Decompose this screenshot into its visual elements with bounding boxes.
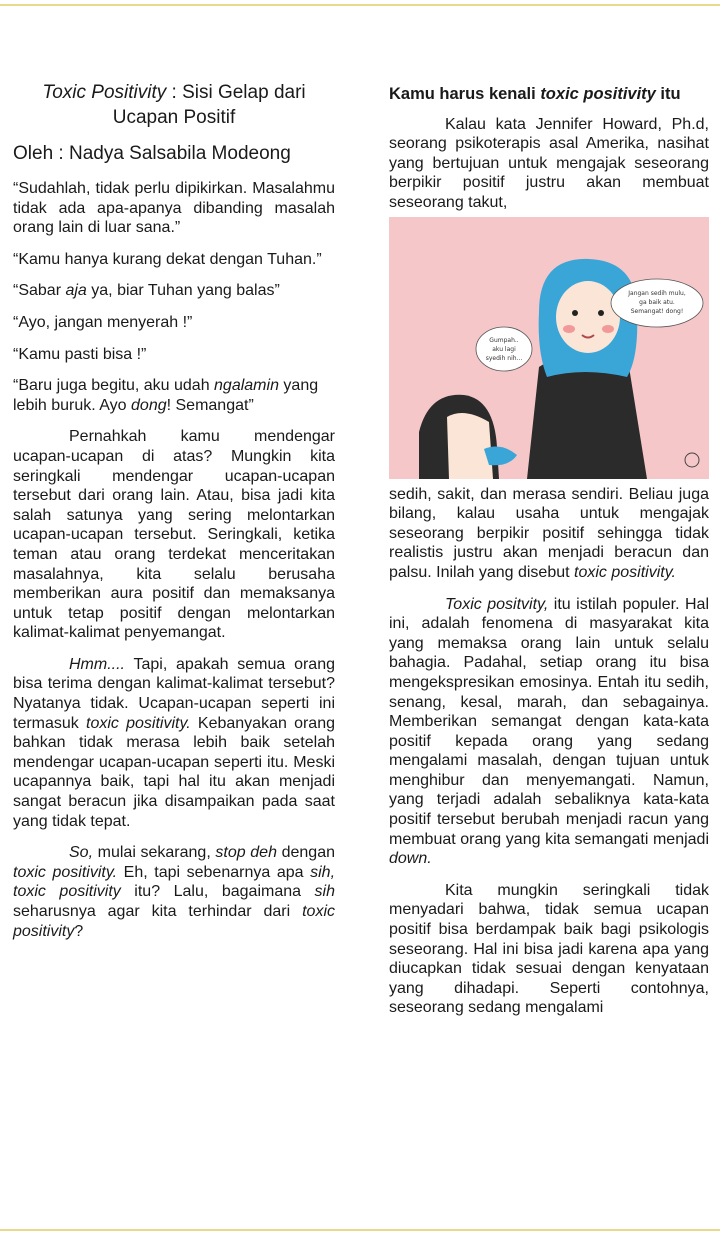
lp3-e: toxic positivity. [13, 863, 118, 881]
bubble-big-line-1: Jangan sedih mulu, [628, 289, 686, 297]
bubble-big-line-3: Semangat! dong! [630, 307, 684, 315]
lp3-d: dengan [276, 844, 336, 862]
lp3-a: So, [69, 844, 94, 862]
bottom-rule [0, 1229, 720, 1231]
byline: Oleh : Nadya Salsabila Modeong [13, 143, 291, 164]
illustration [389, 217, 709, 479]
quote-3-a: “Sabar [13, 282, 66, 300]
lp2-c: toxic positivity. [86, 714, 191, 732]
lp3-j: seharusnya agar kita terhindar dari [13, 903, 303, 920]
rp3-a: Toxic positvity, [445, 595, 549, 613]
lp2-d: Kebanyakan orang bahkan tidak merasa lebih baik setelah mendengar ucapan-ucapan seperti itu. Meski ucapannya baik, tapi hal itu akan menjadi sangat beracun jika disampaikan pada saat yang tidak tepat. [13, 714, 335, 830]
lp3-l: ? [74, 922, 84, 940]
quote-6 [13, 376, 335, 415]
lp2-a: Hmm.... [69, 655, 125, 673]
quote-6-c: yang lebih buruk. Ayo [13, 377, 319, 414]
quote-3-b: aja [65, 282, 87, 300]
rp3-b: itu istilah populer. Hal ini, adalah fenomena di masyarakat kita yang memaksa orang lain untuk selalu bahagia. Padahal, setiap orang itu bisa mengekspresikan emosinya. Entah itu sedih, senang, kesal, marah, dan sebagainya. Memberikan semangat dengan kata-kata positif kepada orang yang sedang mengalami masalah, dengan tujuan untuk menghibur dan menyemangati. Namun, yang terjadi adalah sebaliknya kata-kata positif tersebut berubah menjadi racun yang membuat orang yang kita semangati menjadi [389, 595, 710, 848]
illustration-svg [389, 217, 709, 479]
quote-6-e: ! Semangat” [166, 396, 254, 414]
article-title [13, 80, 335, 130]
quote-1: “Sudahlah, tidak perlu dipikirkan. Masalahmu tidak ada apa-apanya dibanding masalah orang lain di luar sana.” [13, 180, 335, 237]
quote-6-a: “Baru juga begitu, aku udah [13, 377, 215, 395]
right-paragraph-4: Kita mungkin seringkali tidak menyadari bahwa, tidak semua ucapan positif bisa berdampak baik bagi psikologis seseorang. Hal ini bisa jadi karena apa yang diucapkan tidak sesuai dengan kenyataan yang dihadapi. Seperti contohnya, seseorang sedang mengalami [389, 881, 709, 1017]
lp3-k: toxic positivity [13, 903, 335, 940]
bubble-small-line-2: aku lagi [492, 345, 516, 353]
left-paragraph-1: Pernahkah kamu mendengar ucapan-ucapan di atas? Mungkin kita seringkali mendengar ucapan-ucapan tersebut dari orang lain. Atau, bisa jadi kita salah satunya yang sering melontarkan ucapan-ucapan tersebut. Seringkali, ketika teman atau orang terdekat menceritakan masalahnya, kita selalu berusaha memberikan aura positif dan memaksanya untuk tetap positif dengan melontarkan kalimat-kalimat penyemangat. [13, 428, 335, 642]
quote-5: “Kamu pasti bisa !” [13, 345, 147, 363]
rp3-c: down. [389, 850, 432, 868]
lp3-g: sih, toxic positivity [13, 863, 336, 901]
top-rule [0, 4, 720, 6]
standing-woman-cheek-right [602, 325, 614, 333]
section-heading [389, 85, 709, 105]
heading-b: toxic positivity [540, 85, 656, 103]
quote-3-c: ya, biar Tuhan yang balas” [86, 282, 280, 300]
right-paragraph-3 [389, 595, 709, 869]
bubble-small-line-1: Gumpah.. [489, 336, 519, 344]
left-column [13, 80, 335, 953]
lp3-h: itu? Lalu, bagaimana [120, 883, 315, 901]
standing-woman-eye-right [598, 310, 604, 316]
rp2-a: sedih, sakit, dan merasa sendiri. Beliau juga bilang, kalau usaha untuk mengajak seseorang berpikir positif sehingga tidak realistis justru akan menjadi beracun dan palsu. Inilah yang disebut [389, 485, 709, 581]
standing-woman-cheek-left [563, 325, 575, 333]
lp3-c: stop deh [215, 844, 277, 862]
quote-2: “Kamu hanya kurang dekat dengan Tuhan.” [13, 250, 322, 268]
title-rest: : Sisi Gelap dari Ucapan Positif [112, 82, 306, 128]
sitting-woman-face [447, 413, 493, 479]
quote-6-d: dong [131, 396, 167, 414]
bubble-small-line-3: syedih nih... [485, 354, 523, 362]
right-column [389, 80, 709, 1030]
quote-3 [13, 281, 335, 301]
left-paragraph-2 [13, 655, 335, 831]
standing-woman-eye-left [572, 310, 578, 316]
quote-4: “Ayo, jangan menyerah !” [13, 313, 193, 331]
bubble-big-line-2: ga baik atu. [639, 298, 675, 306]
standing-woman-face [556, 281, 620, 353]
title-italic: Toxic Positivity [42, 82, 167, 103]
right-paragraph-2 [389, 485, 709, 583]
quote-6-b: ngalamin [214, 377, 279, 395]
rp2-b: toxic positivity. [574, 563, 676, 581]
heading-c: itu [655, 85, 681, 103]
heading-a: Kamu harus kenali [389, 85, 541, 103]
lp3-f: Eh, tapi sebenarnya apa [117, 863, 311, 881]
lp3-i: sih [314, 883, 335, 901]
lp2-b: Tapi, apakah semua orang bisa terima dengan kalimat-kalimat tersebut? Nyatanya tidak. Ucapan-ucapan seperti ini termasuk [13, 655, 335, 732]
lp3-b: mulai sekarang, [93, 844, 216, 862]
left-paragraph-3 [13, 843, 335, 941]
right-paragraph-1: Kalau kata Jennifer Howard, Ph.d, seorang psikoterapis asal Amerika, nasihat yang bertujuan untuk mengajak seseorang berpikir positif justru akan membuat seseorang takut, [389, 115, 709, 211]
